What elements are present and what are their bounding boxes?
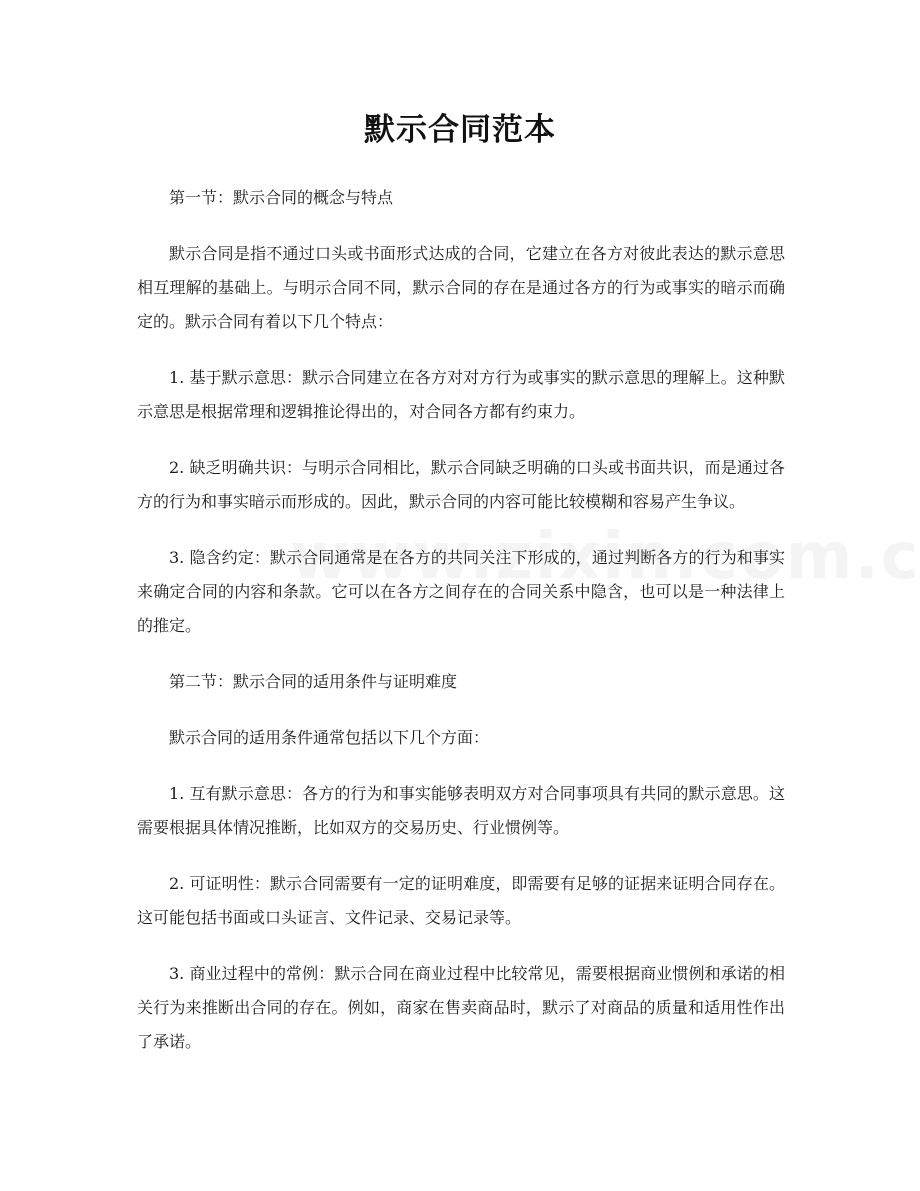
document-body bbox=[137, 181, 785, 1081]
section-heading-1: 第一节：默示合同的概念与特点 bbox=[169, 188, 394, 207]
list-item: 2. 可证明性：默示合同需要有一定的证明难度，即需要有足够的证据来证明合同存在。这可能包括书面或口头证言、文件记录、交易记录等。 bbox=[137, 874, 785, 927]
list-item: 2. 缺乏明确共识：与明示合同相比，默示合同缺乏明确的口头或书面共识，而是通过各方的行为和事实暗示而形成的。因此，默示合同的内容可能比较模糊和容易产生争议。 bbox=[137, 458, 785, 511]
list-item: 3. 隐含约定：默示合同通常是在各方的共同关注下形成的，通过判断各方的行为和事实来确定合同的内容和条款。它可以在各方之间存在的合同关系中隐含，也可以是一种法律上的推定。 bbox=[137, 548, 785, 635]
section-heading-2: 第二节：默示合同的适用条件与证明难度 bbox=[169, 672, 458, 691]
document-title: 默示合同范本 bbox=[364, 112, 556, 148]
paragraph: 默示合同的适用条件通常包括以下几个方面： bbox=[169, 728, 490, 747]
list-item: 1. 基于默示意思：默示合同建立在各方对对方行为或事实的默示意思的理解上。这种默示意思是根据常理和逻辑推论得出的，对合同各方都有约束力。 bbox=[137, 368, 785, 421]
list-item: 3. 商业过程中的常例：默示合同在商业过程中比较常见，需要根据商业惯例和承诺的相关行为来推断出合同的存在。例如，商家在售卖商品时，默示了对商品的质量和适用性作出了承诺。 bbox=[137, 964, 785, 1051]
paragraph: 默示合同是指不通过口头或书面形式达成的合同，它建立在各方对彼此表达的默示意思相互理解的基础上。与明示合同不同，默示合同的存在是通过各方的行为或事实的暗示而确定的。默示合同有着以下几个特点： bbox=[137, 244, 785, 331]
list-item: 1. 互有默示意思：各方的行为和事实能够表明双方对合同事项具有共同的默示意思。这需要根据具体情况推断，比如双方的交易历史、行业惯例等。 bbox=[137, 784, 785, 837]
